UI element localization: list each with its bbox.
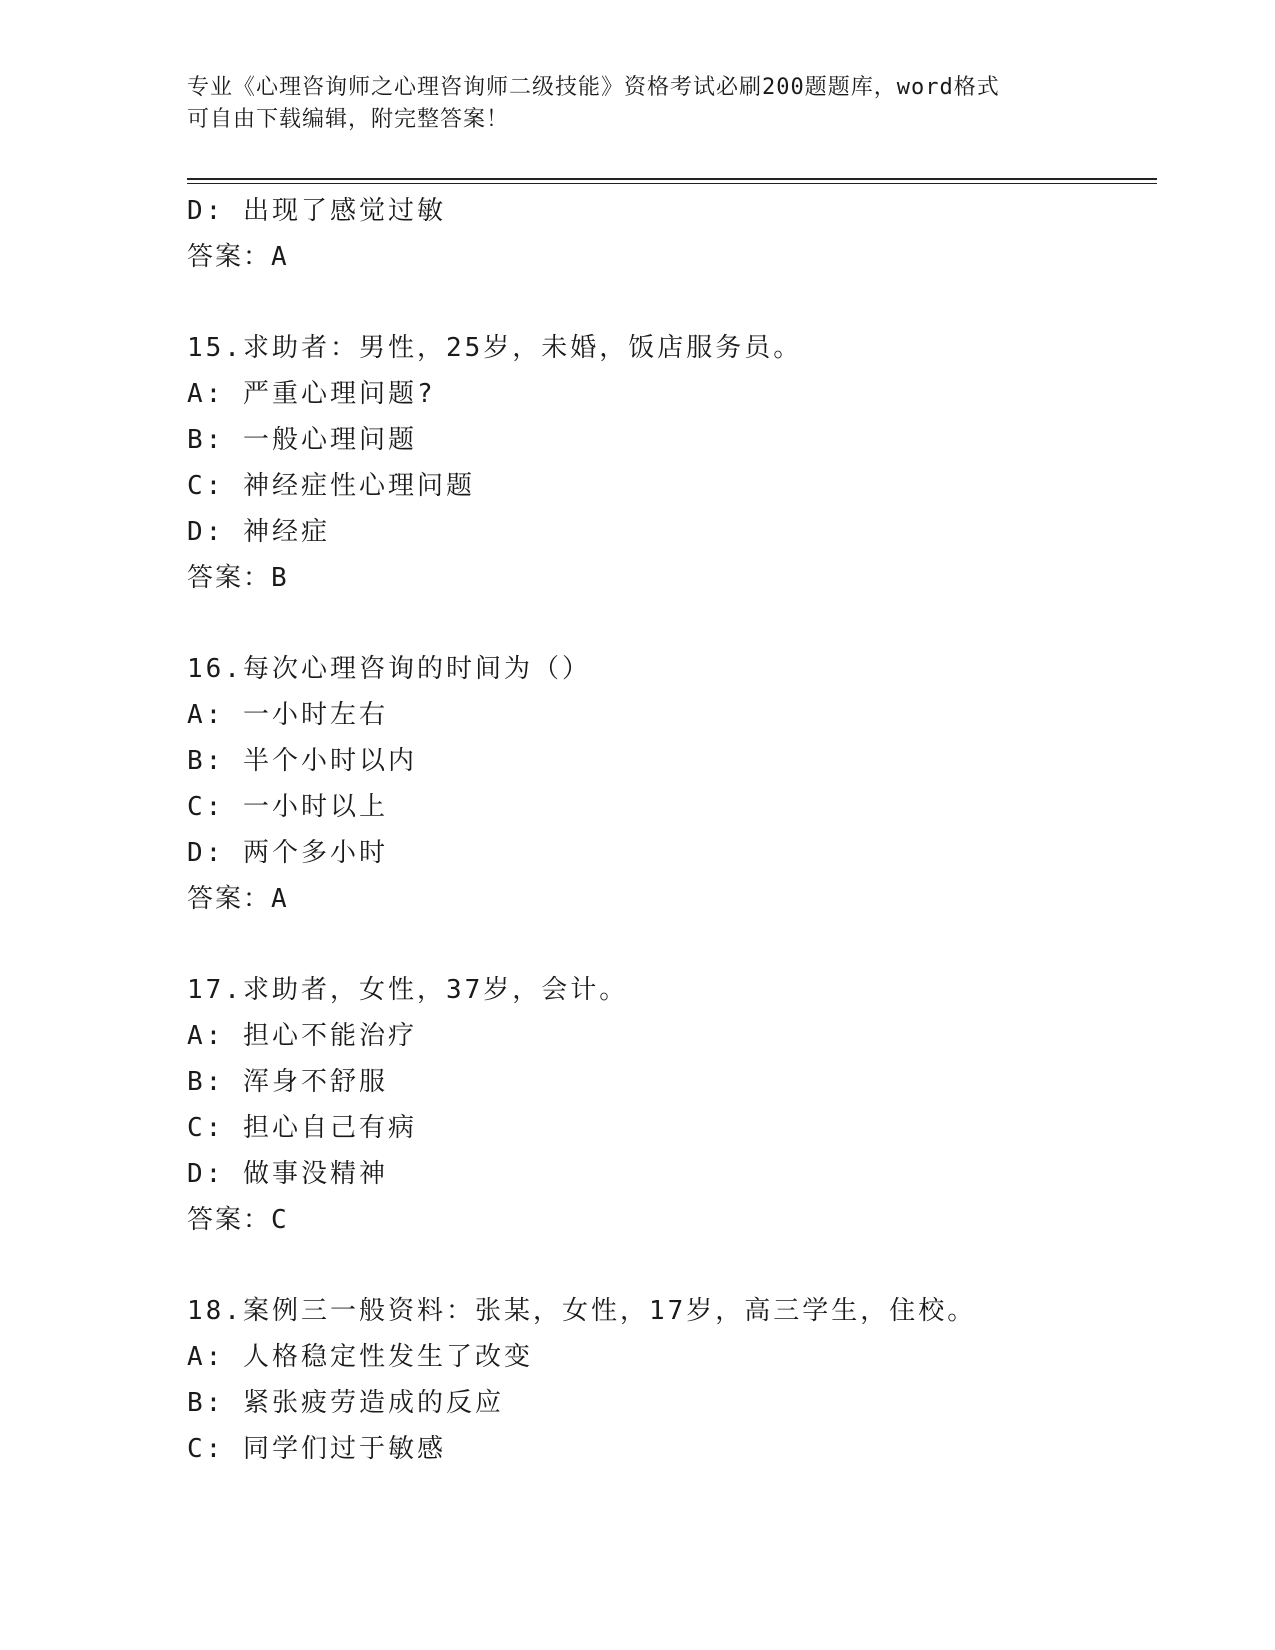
question-18-option-b: B: 紧张疲劳造成的反应 — [187, 1388, 504, 1418]
question-15-option-c: C: 神经症性心理问题 — [187, 471, 475, 501]
answer-value: C — [271, 1205, 290, 1235]
question-14-option-d: D: 出现了感觉过敏 — [187, 196, 446, 226]
question-16-option-b: B: 半个小时以内 — [187, 746, 417, 776]
question-17-option-b: B: 浑身不舒服 — [187, 1067, 388, 1097]
answer-value: A — [271, 242, 290, 272]
answer-label: 答案： — [187, 884, 272, 914]
question-15-answer — [187, 555, 1157, 601]
answer-value: B — [271, 563, 290, 593]
question-14-answer — [187, 234, 1157, 280]
question-17-option-d: D: 做事没精神 — [187, 1159, 388, 1189]
question-15-stem: 15.求助者：男性，25岁，未婚，饭店服务员。 — [187, 333, 803, 363]
header-line-2: 可自由下载编辑，附完整答案！ — [187, 107, 510, 132]
question-15-option-b: B: 一般心理问题 — [187, 425, 417, 455]
answer-label: 答案： — [187, 1205, 272, 1235]
question-16-option-c: C: 一小时以上 — [187, 792, 388, 822]
header-divider-thin — [187, 183, 1157, 184]
answer-label: 答案： — [187, 563, 272, 593]
question-17-stem: 17.求助者，女性，37岁，会计。 — [187, 975, 629, 1005]
document-header — [187, 72, 1087, 136]
header-line-1: 专业《心理咨询师之心理咨询师二级技能》资格考试必刷200题题库，word格式 — [187, 75, 1000, 100]
question-18-option-a: A: 人格稳定性发生了改变 — [187, 1342, 533, 1372]
question-18-option-c: C: 同学们过于敏感 — [187, 1434, 446, 1464]
question-15-option-d: D: 神经症 — [187, 517, 330, 547]
question-17-option-a: A: 担心不能治疗 — [187, 1021, 417, 1051]
question-15-option-a: A: 严重心理问题? — [187, 379, 436, 409]
question-16-option-d: D: 两个多小时 — [187, 838, 388, 868]
header-divider-thick — [187, 178, 1157, 180]
question-16-option-a: A: 一小时左右 — [187, 700, 388, 730]
answer-label: 答案： — [187, 242, 272, 272]
question-16-stem: 16.每次心理咨询的时间为（） — [187, 654, 591, 684]
answer-value: A — [271, 884, 290, 914]
question-16-answer — [187, 876, 1157, 922]
question-list — [187, 188, 1157, 1472]
question-17-option-c: C: 担心自己有病 — [187, 1113, 417, 1143]
question-17-answer — [187, 1197, 1157, 1243]
question-18-stem: 18.案例三一般资料：张某，女性，17岁，高三学生，住校。 — [187, 1296, 977, 1326]
